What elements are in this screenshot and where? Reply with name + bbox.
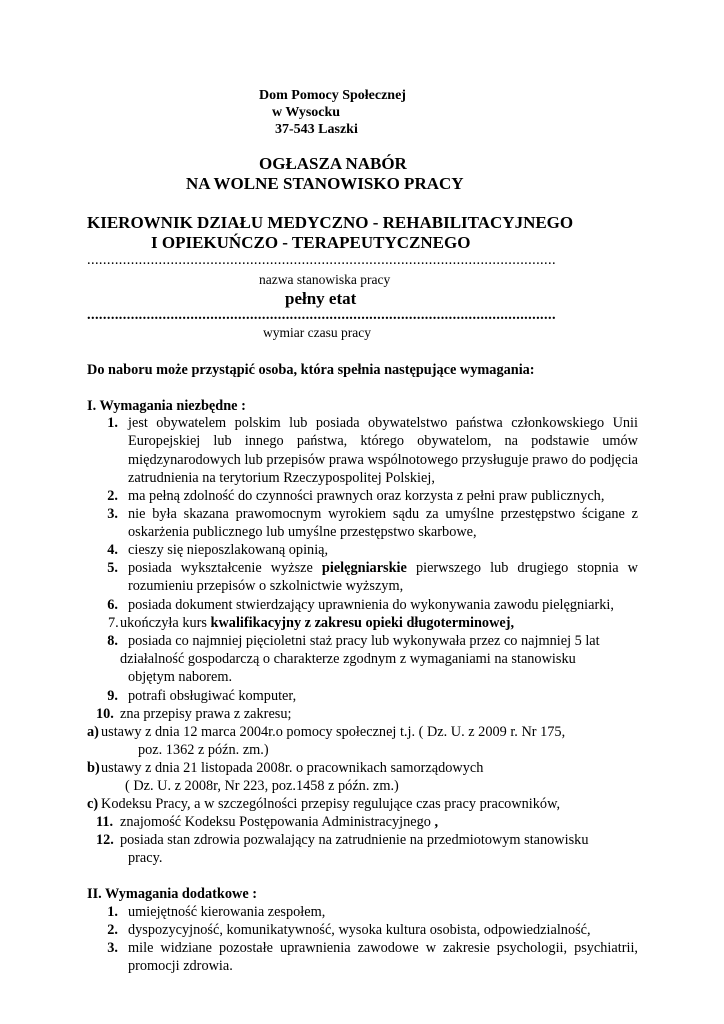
list-item-text: ustawy z dnia 21 listopada 2008r. o pracownikach samorządowych — [101, 760, 484, 776]
announcement-line2: NA WOLNE STANOWISKO PRACY — [186, 174, 464, 193]
position-name-label: nazwa stanowiska pracy — [259, 272, 391, 287]
additional-section-title: II. Wymagania dodatkowe : — [87, 886, 257, 902]
list-item-number: 6. — [107, 597, 118, 613]
dotted-line: ...................................................................................................................... — [87, 252, 556, 268]
list-item-text — [120, 614, 514, 632]
item-text-part: posiada wykształcenie wyższe — [128, 560, 322, 576]
list-item-text: posiada stan zdrowia pozwalający na zatrudnienie na przedmiotowym stanowisku — [120, 832, 589, 848]
list-item-number: 2. — [107, 922, 118, 938]
required-section-title: I. Wymagania niezbędne : — [87, 398, 246, 414]
dotted-line: ...................................................................................................................... — [87, 307, 556, 323]
list-item-number: 10. — [96, 706, 114, 722]
list-item-text-cont: pracy. — [128, 850, 163, 866]
list-item-text: Kodeksu Pracy, a w szczególności przepisy regulujące czas pracy pracowników, — [101, 796, 561, 812]
list-item-text: ustawy z dnia 12 marca 2004r.o pomocy społecznej t.j. ( Dz. U. z 2009 r. Nr 175, — [101, 724, 566, 740]
item-text-part: ukończyła kurs — [120, 615, 211, 631]
list-item-number: 12. — [96, 832, 114, 848]
list-item-number: 11. — [96, 814, 114, 830]
position-title-line1: KIEROWNIK DZIAŁU MEDYCZNO - REHABILITACYJNEGO — [87, 213, 574, 232]
item-text-part: znajomość Kodeksu Postępowania Administracyjnego — [120, 814, 435, 830]
list-item-text: potrafi obsługiwać komputer, — [128, 688, 297, 704]
list-item-text — [120, 813, 438, 831]
list-item-text: cieszy się nieposzlakowaną opinią, — [128, 542, 329, 558]
list-item-letter: c) — [87, 796, 99, 812]
list-item-text: dyspozycyjność, komunikatywność, wysoka kultura osobista, odpowiedzialność, — [128, 922, 591, 938]
list-item-text: posiada co najmniej pięcioletni staż pracy lub wykonywała przez co najmniej 5 lat — [128, 633, 600, 649]
list-item-text: umiejętność kierowania zespołem, — [128, 904, 326, 920]
list-item-text-cont: poz. 1362 z późn. zm.) — [138, 742, 269, 758]
institution-postal: 37-543 Laszki — [275, 122, 358, 137]
list-item-text-cont: objętym naborem. — [128, 669, 233, 685]
position-title-line2: I OPIEKUŃCZO - TERAPEUTYCZNEGO — [151, 233, 471, 252]
institution-locality: w Wysocku — [272, 105, 341, 120]
list-item-text — [128, 559, 638, 596]
list-item-text: posiada dokument stwierdzający uprawnienia do wykonywania zawodu pielęgniarki, — [128, 597, 614, 613]
institution-name: Dom Pomocy Społecznej — [259, 88, 406, 103]
working-time-label: wymiar czasu pracy — [263, 325, 371, 340]
list-item-number: 8. — [107, 633, 118, 649]
list-item-letter: a) — [87, 724, 99, 740]
list-item-number: 1. — [107, 415, 118, 431]
list-item-number: 5. — [107, 560, 118, 576]
list-item-text-cont: ( Dz. U. z 2008r, Nr 223, poz.1458 z późn. zm.) — [125, 778, 399, 794]
list-item-text: ma pełną zdolność do czynności prawnych oraz korzysta z pełni praw publicznych, — [128, 488, 605, 504]
list-item-number: 2. — [107, 488, 118, 504]
list-item-text: nie była skazana prawomocnym wyrokiem sądu za umyślne przestępstwo ścigane z oskarżenia publicznego lub umyślne przestępstwo skarbowe, — [128, 506, 638, 541]
list-item-number: 3. — [107, 940, 118, 956]
list-item-number: 7. — [108, 615, 119, 631]
intro-text: Do naboru może przystąpić osoba, która spełnia następujące wymagania: — [87, 362, 535, 378]
item-text-bold: kwalifikacyjny z zakresu opieki długoterminowej, — [210, 615, 515, 631]
list-item-number: 9. — [107, 688, 118, 704]
list-item-number: 3. — [107, 506, 118, 522]
list-item-letter: b) — [87, 760, 100, 776]
list-item-number: 4. — [107, 542, 118, 558]
announcement-line1: OGŁASZA NABÓR — [259, 154, 407, 173]
list-item-text: mile widziane pozostałe uprawnienia zawodowe w zakresie psychologii, psychiatrii, promocji zdrowia. — [128, 940, 638, 975]
item-text-bold: pielęgniarskie — [321, 560, 407, 576]
list-item-text-cont: działalność gospodarczą o charakterze zgodnym z wymaganiami na stanowisku — [120, 651, 576, 667]
list-item-text: zna przepisy prawa z zakresu; — [120, 706, 292, 722]
employment-type: pełny etat — [285, 289, 357, 308]
item-text-part: pierwszego lub drugiego stopnia w rozumieniu przepisów o szkolnictwie wyższym, — [128, 560, 638, 595]
list-item-number: 1. — [107, 904, 118, 920]
list-item-text: jest obywatelem polskim lub posiada obywatelstwo państwa członkowskiego Unii Europejskiej lub innego państwa, którego obywatelom, na podstawie umów międzynarodowych lub przepisów prawa wspólnotowego przysługuje prawo do podjęcia zatrudnienia na terytorium Rzeczypospolitej Polskiej, — [128, 415, 638, 486]
item-text-bold: , — [434, 814, 439, 830]
